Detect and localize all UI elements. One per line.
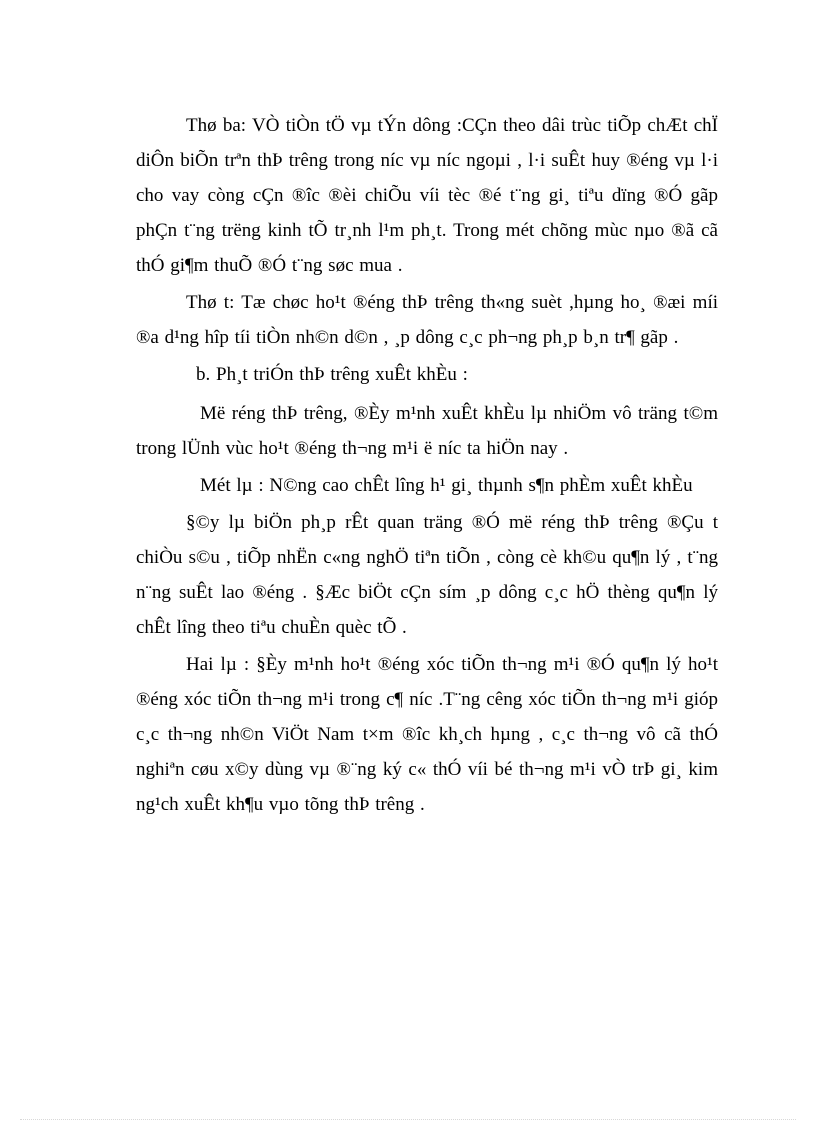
- paragraph-mo-rong: Më réng thÞ trêng, ®Èy m¹nh xuÊt khÈu lµ nhiÖm vô träng t©m trong lÜnh vùc ho¹t ®éng th¬ng m¹i ë níc ta hiÖn nay .: [136, 403, 718, 459]
- paragraph-thu-tu: Thø t: Tæ chøc ho¹t ®éng thÞ trêng th«ng suèt ,hµng ho¸ ®æi míi ®a d¹ng hîp tíi tiÒn nh©n d©n , ¸p dông c¸c ph¬ng ph¸p b¸n tr¶ gãp .: [136, 292, 718, 348]
- document-body: [136, 108, 718, 824]
- paragraph-day-la: §©y lµ biÖn ph¸p rÊt quan träng ®Ó më réng thÞ trêng ®Çu t chiÒu s©u , tiÕp nhËn c«ng nghÖ tiªn tiÕn , còng cè kh©u qu¶n lý , t¨ng n¨ng suÊt lao ®éng . §Æc biÖt cÇn sím ¸p dông c¸c hÖ thèng qu¶n lý chÊt lîng theo tiªu chuÈn quèc tÕ .: [136, 512, 718, 638]
- paragraph-hai-la: Hai lµ : §Èy m¹nh ho¹t ®éng xóc tiÕn th¬ng m¹i ®Ó qu¶n lý ho¹t ®éng xóc tiÕn th¬ng m¹i trong c¶ níc .T¨ng cêng xóc tiÕn th¬ng m¹i gióp c¸c th¬ng nh©n ViÖt Nam t×m ®îc kh¸ch hµng , c¸c th¬ng vô cã thÓ nghiªn cøu x©y dùng vµ ®¨ng ký c« thÓ víi bé th¬ng m¹i vÒ trÞ gi¸ kim ng¹ch xuÊt kh¶u vµo tõng thÞ trêng .: [136, 654, 718, 815]
- paragraph-thu-ba: Thø ba: VÒ tiÒn tÖ vµ tÝn dông :CÇn theo dâi trùc tiÕp chÆt chÏ diÔn biÕn trªn thÞ trêng trong níc vµ níc ngoµi , l·i suÊt huy ®éng vµ l·i cho vay còng cÇn ®îc ®èi chiÕu víi tèc ®é t¨ng gi¸ tiªu dïng ®Ó gãp phÇn t¨ng trëng kinh tÕ tr¸nh l¹m ph¸t. Trong mét chõng mùc nµo ®ã cã thÓ gi¶m thuÕ ®Ó t¨ng søc mua .: [136, 115, 718, 276]
- page-bottom-divider: [20, 1119, 796, 1120]
- section-heading-xuat-khau: b. Ph¸t triÓn thÞ trêng xuÊt khÈu :: [196, 364, 468, 385]
- paragraph-mot-la: Mét lµ : N©ng cao chÊt lîng h¹ gi¸ thµnh s¶n phÈm xuÊt khÈu: [200, 475, 693, 496]
